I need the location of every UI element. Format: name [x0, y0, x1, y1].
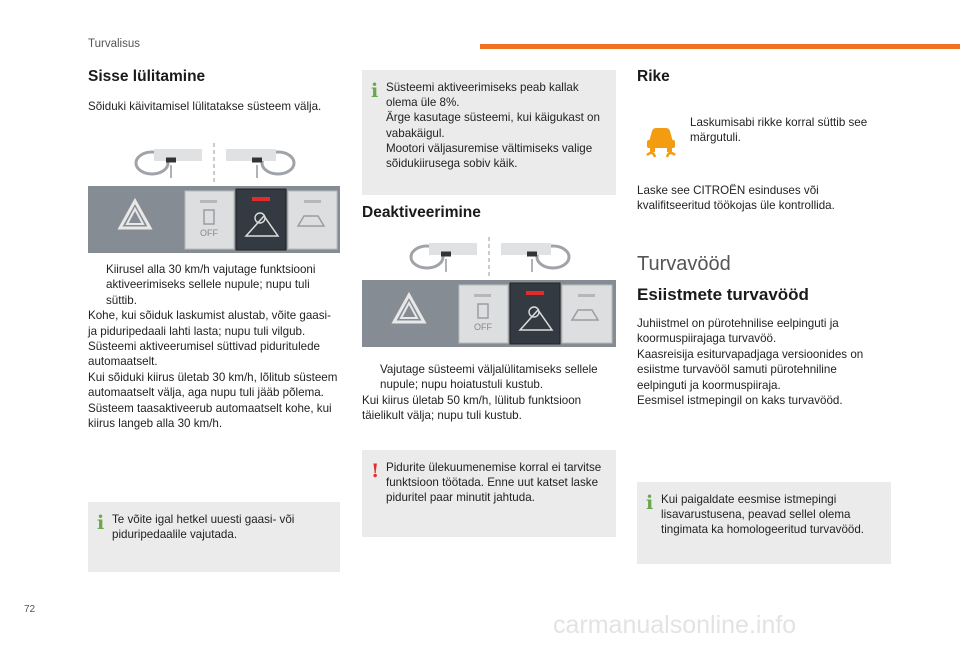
heading-turvavood: Turvavööd	[637, 253, 731, 275]
info-box	[362, 70, 616, 195]
button-panel	[362, 280, 616, 347]
info-box-text: Te võite igal hetkel uuesti gaasi- või piduripedaalile vajutada.	[112, 513, 295, 542]
watermark: carmanualsonline.info	[553, 611, 797, 639]
warning-icon: !	[371, 460, 380, 482]
info-box	[88, 502, 340, 572]
heading-deaktiveerimine: Deaktiveerimine	[362, 204, 481, 221]
steering-wheel-illustration	[130, 143, 300, 185]
col2-body	[362, 362, 617, 424]
info-line: Süsteemi aktiveerimiseks peab kallak olema üle 8%.	[386, 81, 579, 110]
info-icon: i	[646, 492, 654, 514]
rike-paragraph: Laske see CITROËN esinduses või kvalifitseeritud töökojas üle kontrollida.	[637, 184, 835, 213]
off-label: OFF	[474, 322, 492, 332]
off-label: OFF	[200, 228, 218, 238]
rike-text: Laskumisabi rikke korral süttib see märgutuli.	[690, 116, 868, 145]
bullet-text: Kiirusel alla 30 km/h vajutage funktsiooni aktiveerimiseks sellele nupule; nupu tuli süttib.	[106, 263, 316, 307]
steering-wheel-illustration	[405, 237, 575, 279]
hill-descent-warning-icon	[643, 120, 679, 158]
heading-rike: Rike	[637, 68, 670, 85]
paragraph: Kaasreisija esiturvapadjaga versioonides on esiistme turvavööl samuti pürotehniline eelpinguti ja koormuspiiraja.	[637, 347, 864, 392]
heading-esiistmete-turvavood: Esiistmete turvavööd	[637, 285, 809, 304]
paragraph: Süsteem taasaktiveerub automaatselt kohe, kui kiirus langeb alla 30 km/h.	[88, 401, 332, 431]
info-line: Mootori väljasuremise vältimiseks valige sõidukiirusega sobiv käik.	[386, 141, 593, 171]
page-number: 72	[24, 604, 36, 615]
col3-body	[637, 316, 887, 408]
info-box-text: Kui paigaldate eesmise istmepingi lisavarustusena, peavad sellel olema tingimata ka homologeeritud turvavööd.	[661, 493, 865, 537]
heading-sisse-lulitamine: Sisse lülitamine	[88, 68, 206, 85]
paragraph: Kohe, kui sõiduk laskumist alustab, võite gaasi- ja piduripedaali lahti lasta; nupu tuli vilgub.	[88, 309, 331, 338]
intro-text: Sõiduki käivitamisel lülitatakse süsteem välja.	[88, 100, 322, 113]
warning-box-text: Pidurite ülekuumenemise korral ei tarvitse funktsioon töötada. Enne uut katset laske piduritel paar minutit jahtuda.	[386, 461, 602, 505]
paragraph: Kui sõiduki kiirus ületab 30 km/h, lõlitub süsteem automaatselt välja, aga nupu tuli jääb põlema.	[88, 370, 338, 400]
paragraph: Eesmisel istmepingil on kaks turvavööd.	[637, 394, 843, 408]
paragraph: Juhiistmel on pürotehnilise eelpinguti ja koormuspiirajaga turvavöö.	[637, 317, 839, 346]
warning-box	[362, 450, 616, 537]
section-accent-bar	[480, 44, 960, 49]
button-panel	[88, 186, 340, 253]
info-box	[637, 482, 891, 564]
section-header: Turvalisus	[88, 38, 140, 50]
info-icon: i	[97, 512, 105, 534]
info-line: Ärge kasutage süsteemi, kui käigukast on vabakäigul.	[386, 111, 600, 140]
col1-body	[88, 262, 343, 431]
bullet-text: Vajutage süsteemi väljalülitamiseks sellele nupule; nupu hoiatustuli kustub.	[380, 363, 598, 392]
info-icon: i	[371, 80, 379, 102]
paragraph: Kui kiirus ületab 50 km/h, lülitub funktsioon täielikult välja; nupu tuli kustub.	[362, 393, 582, 423]
paragraph: Süsteemi aktiveerumisel süttivad piduritulede automaatselt.	[88, 340, 320, 369]
